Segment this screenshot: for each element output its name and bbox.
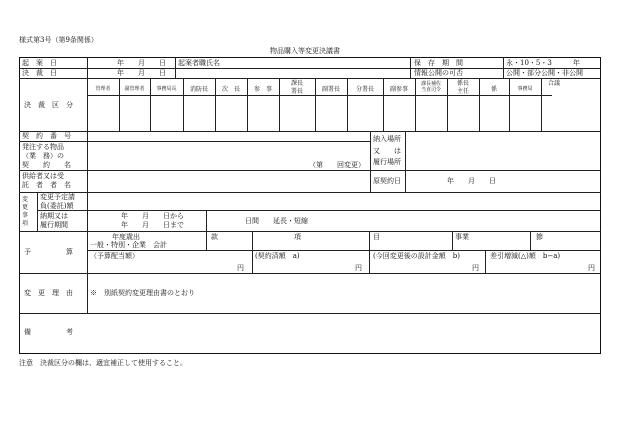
kessai-col-4: 次 長 <box>221 86 240 93</box>
kessai-col-5: 参 事 <box>253 86 272 93</box>
biko-label: 備 考 <box>24 328 73 336</box>
from-date[interactable]: 年 月 日から <box>121 212 184 220</box>
kessai-kubun-label: 決 裁 区 分 <box>24 101 73 109</box>
kessai-col-1: 副管理者 <box>124 86 145 92</box>
kessai-col-2: 事務局長 <box>156 86 177 92</box>
hozon-value[interactable]: 永・10・5・3 年 <box>506 59 580 67</box>
yen-2: 円 <box>355 264 362 272</box>
kikan-value[interactable]: 日間 延長・短縮 <box>245 217 308 225</box>
kian-label: 起 案 日 <box>22 59 57 67</box>
kian-date[interactable]: 年 月 日 <box>117 59 166 67</box>
keiyaku-bango-label: 契 約 番 号 <box>22 132 71 140</box>
hozon-label: 保 存 期 間 <box>414 59 463 67</box>
nendo-label: 年度歳出 <box>112 233 140 241</box>
kaikei-label: 一般・特別・企業 会計 <box>90 241 167 249</box>
yen-1: 円 <box>237 264 244 272</box>
jigyo-label: 事業 <box>455 233 469 241</box>
kessai-col-11: 係長 主任 <box>456 80 469 95</box>
hacchu-label-1: 発注する物品 <box>22 143 64 151</box>
kessai-col-8: 分署長 <box>355 86 374 93</box>
henko-side-label: 変更事項 <box>22 196 29 227</box>
nonyu-label-1: 納入場所 <box>373 135 401 143</box>
nonyu-kigen-label-2: 履行期間 <box>40 221 68 229</box>
joho-value[interactable]: 公開・部分公開・非公開 <box>506 69 583 77</box>
kessai-col-9: 副参事 <box>389 86 408 93</box>
henko-yotei-label-1: 変更予定請 <box>40 193 75 201</box>
nonyu-label-3: 履行場所 <box>373 158 401 166</box>
hacchu-label-3: 契 約 名 <box>22 161 71 169</box>
zogen-label: 差引増減(△)額 b−a) <box>490 252 561 260</box>
kongo-label: (今回変更後の設計金額 b) <box>373 252 460 260</box>
usage-note: 注意 決裁区分の欄は、適宜補正して使用すること。 <box>19 359 187 367</box>
kessai-label: 決 裁 日 <box>22 69 57 77</box>
form-number: 様式第3号（第9条関係） <box>19 36 98 44</box>
henko-count-note: （第 回変更） <box>309 161 365 169</box>
kessai-col-12: 係 <box>490 86 497 93</box>
kan-label: 款 <box>211 233 218 241</box>
nonyu-label-2: 又 は <box>373 147 401 155</box>
hacchu-label-2: （業 務）の <box>22 152 64 160</box>
keiyaku-sumi-label: (契約済額 a) <box>255 252 300 260</box>
gen-keiyakubi-value[interactable]: 年 月 日 <box>447 177 496 185</box>
gen-keiyakubi-label: 原契約日 <box>373 177 401 185</box>
kessai-col-13: 事務局 <box>517 86 533 92</box>
joho-label: 情報公開の可否 <box>414 69 463 77</box>
yen-3: 円 <box>472 264 479 272</box>
ko-label: 項 <box>294 233 301 241</box>
setsu-label: 節 <box>536 233 543 241</box>
kessai-col-0: 管理者 <box>95 86 111 92</box>
kessai-col-14: 合議 <box>548 80 561 87</box>
kiansha-label: 起案者職氏名 <box>178 59 220 67</box>
form-frame <box>19 57 601 354</box>
kessai-col-7: 副署長 <box>321 86 340 93</box>
henko-yotei-label-2: 負(委託)額 <box>40 202 74 210</box>
to-date[interactable]: 年 月 日まで <box>121 221 184 229</box>
nonyu-kigen-label-1: 納期又は <box>40 212 68 220</box>
henko-riyu-label: 変 更 理 由 <box>24 289 73 297</box>
page-title: 物品購入等変更決議書 <box>270 47 340 55</box>
haitou-label: （予算配当額） <box>90 252 139 260</box>
kyokyu-label-2: 託 者 者 名 <box>22 181 71 189</box>
kessai-col-6: 課長 署長 <box>290 80 303 95</box>
kessai-col-3: 消防長 <box>189 86 208 93</box>
henko-riyu-value[interactable]: ※ 別紙契約変更理由書のとおり <box>90 289 195 297</box>
yen-4: 円 <box>588 264 595 272</box>
yosan-label: 予 算 <box>24 248 73 256</box>
moku-label: 目 <box>373 233 380 241</box>
kessai-date[interactable]: 年 月 日 <box>117 69 166 77</box>
kessai-col-10: 課長補佐 当直司令 <box>420 81 441 93</box>
kyokyu-label-1: 供給者又は受 <box>22 172 64 180</box>
